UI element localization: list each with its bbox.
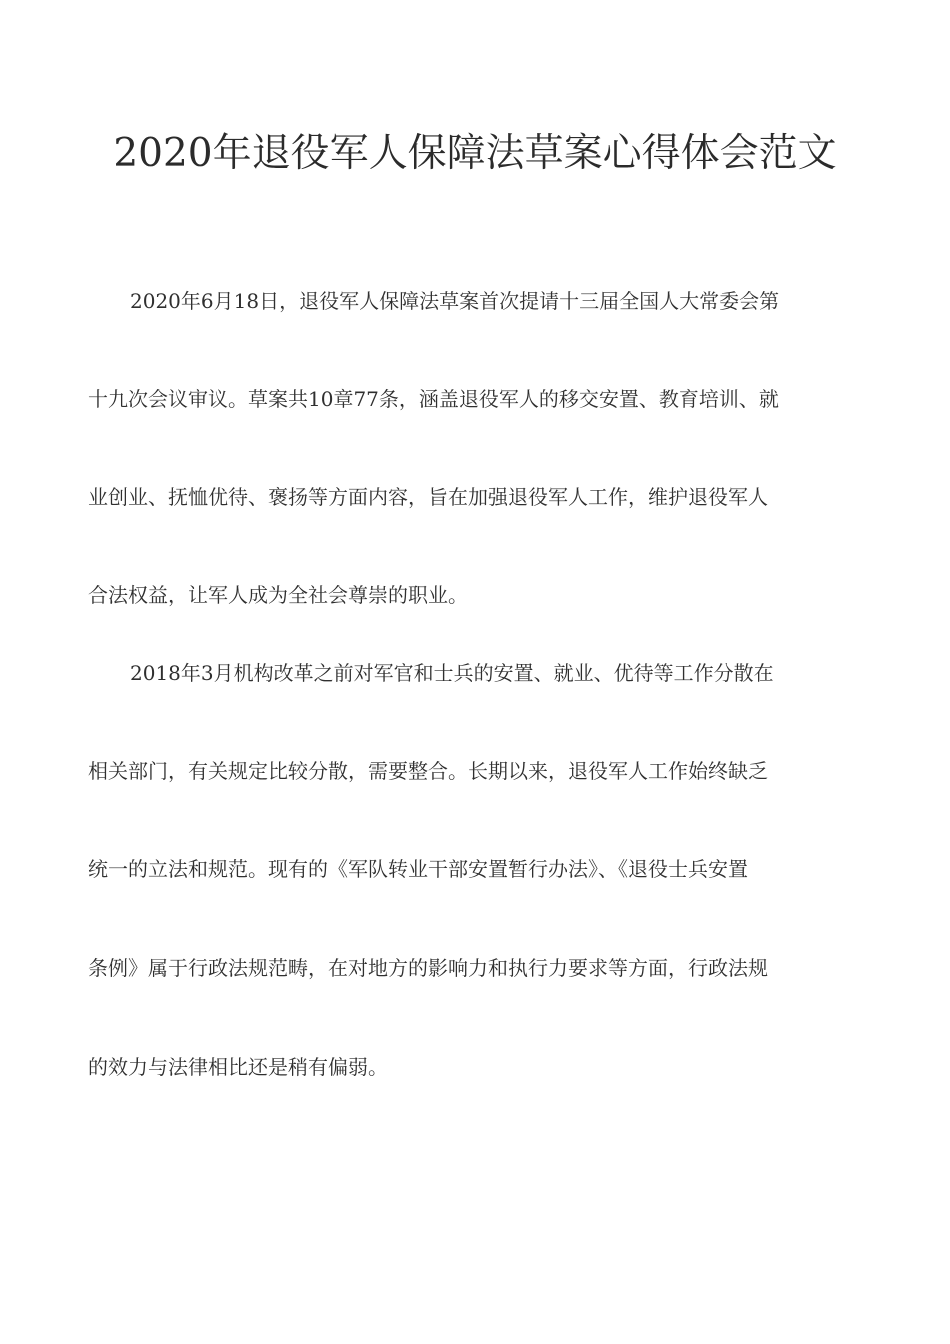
paragraph-line: 合法权益，让军人成为全社会尊崇的职业。 [88, 583, 468, 607]
paragraph-line: 业创业、抚恤优待、褒扬等方面内容，旨在加强退役军人工作，维护退役军人 [88, 485, 768, 509]
paragraph-line: 十九次会议审议。草案共10章77条，涵盖退役军人的移交安置、教育培训、就 [88, 387, 779, 411]
document-title: 2020年退役军人保障法草案心得体会范文 [113, 131, 837, 176]
paragraph-line: 相关部门，有关规定比较分散，需要整合。长期以来，退役军人工作始终缺乏 [88, 759, 768, 783]
paragraph-line: 统一的立法和规范。现有的《军队转业干部安置暂行办法》、《退役士兵安置 [88, 857, 748, 881]
paragraph-line: 的效力与法律相比还是稍有偏弱。 [88, 1055, 388, 1079]
paragraph-line: 2018年3月机构改革之前对军官和士兵的安置、就业、优待等工作分散在 [130, 661, 774, 685]
paragraph-line: 2020年6月18日，退役军人保障法草案首次提请十三届全国人大常委会第 [130, 289, 780, 313]
paragraph-line: 条例》属于行政法规范畴，在对地方的影响力和执行力要求等方面，行政法规 [88, 956, 768, 980]
